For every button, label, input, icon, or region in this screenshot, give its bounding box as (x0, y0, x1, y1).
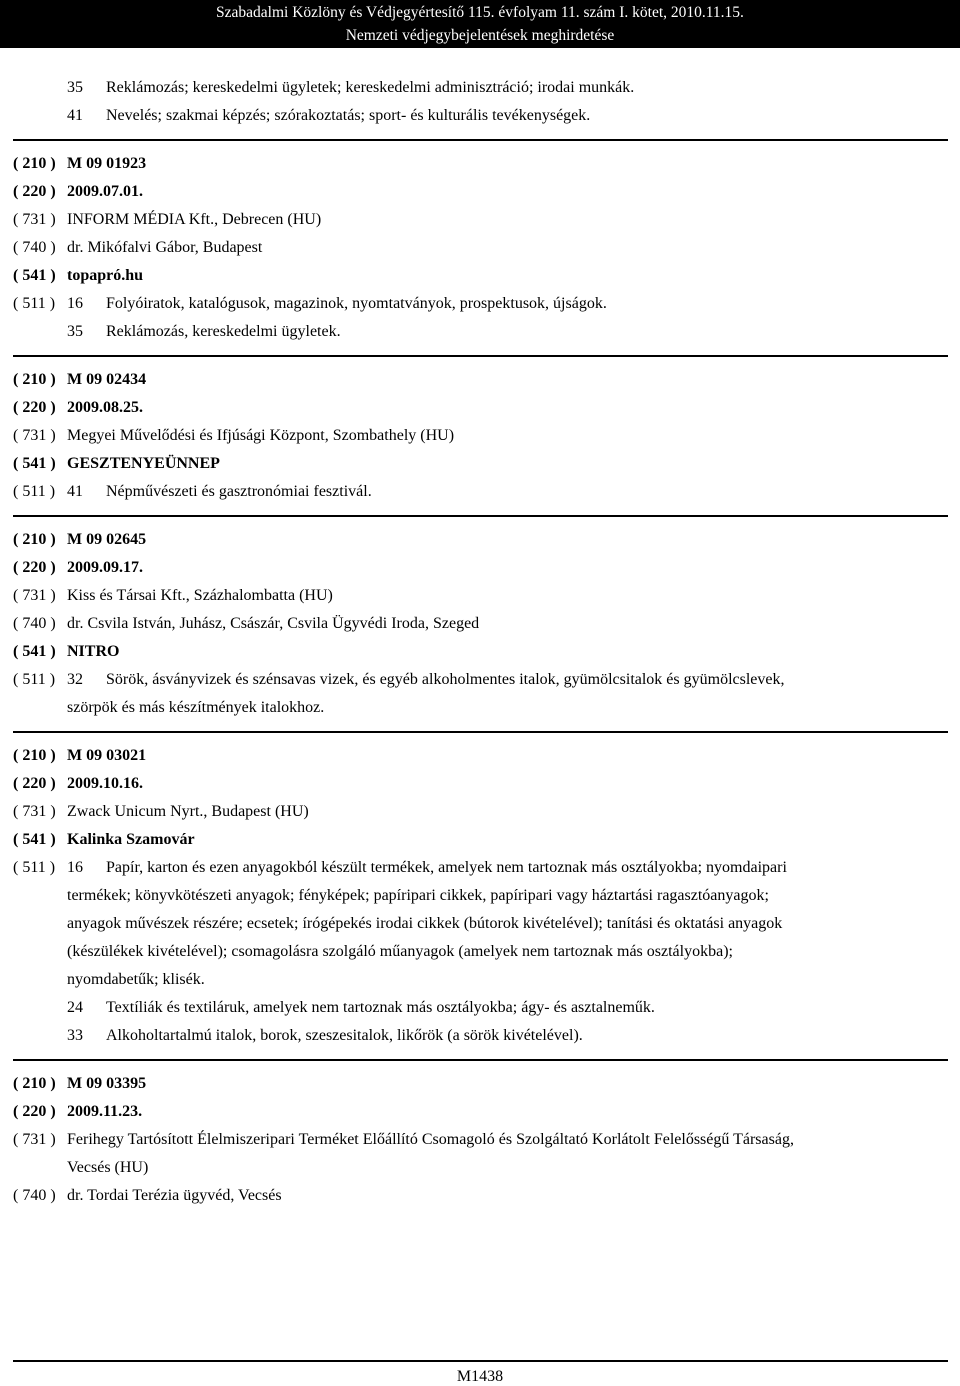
filing-date-line: ( 220 ) 2009.08.25. (13, 394, 948, 422)
mark-name: GESZTENYEÜNNEP (67, 455, 220, 472)
representative: dr. Csvila István, Juhász, Császár, Csvila Ügyvédi Iroda, Szeged (67, 615, 480, 632)
holder-line: ( 731 ) Ferihegy Tartósított Élelmiszeripari Terméket Előállító Csomagoló és Szolgáltató Korlátolt Felelősségű Társaság, (13, 1126, 948, 1154)
class-number: 16 (67, 859, 83, 876)
goods-text: Alkoholtartalmú italok, borok, szeszesitalok, likőrök (a sörök kivételével). (106, 1027, 583, 1044)
application-number: M 09 02645 (67, 531, 147, 548)
application-number-line: ( 210 ) M 09 02645 (13, 526, 948, 554)
footer-divider (13, 1360, 948, 1362)
goods-line-continued (13, 694, 948, 722)
class-number: 24 (67, 999, 83, 1016)
mark-name: Kalinka Szamovár (67, 831, 195, 848)
goods-text: Nevelés; szakmai képzés; szórakoztatás; sport- és kulturális tevékenységek. (106, 107, 591, 124)
mark-name: NITRO (67, 643, 120, 660)
holder-line: ( 731 ) INFORM MÉDIA Kft., Debrecen (HU) (13, 206, 948, 234)
mark-line: ( 541 ) NITRO (13, 638, 948, 666)
goods-text: (készülékek kivételével); csomagolásra szolgáló műanyagok (amelyek nem tartoznak más osztályokba); (67, 943, 733, 960)
holder: Vecsés (HU) (67, 1159, 149, 1176)
goods-line: ( 511 ) 16 Papír, karton és ezen anyagokból készült termékek, amelyek nem tartoznak más osztályokba; nyomdaipari (13, 854, 948, 882)
filing-date-line: ( 220 ) 2009.11.23. (13, 1098, 948, 1126)
goods-text: Folyóiratok, katalógusok, magazinok, nyomtatványok, prospektusok, újságok. (106, 295, 607, 312)
goods-text: Népművészeti és gasztronómiai fesztivál. (106, 483, 372, 500)
filing-date-line: ( 220 ) 2009.07.01. (13, 178, 948, 206)
goods-text: szörpök és más készítmények italokhoz. (67, 699, 325, 716)
representative: dr. Tordai Terézia ügyvéd, Vecsés (67, 1187, 282, 1204)
goods-text: anyagok művészek részére; ecsetek; írógépekés irodai cikkek (bútorok kivételével); tanítási és oktatási anyagok (67, 915, 783, 932)
application-number: M 09 02434 (67, 371, 147, 388)
class-number: 33 (67, 1027, 83, 1044)
entry-divider (13, 731, 948, 733)
trademark-entry (13, 150, 948, 346)
goods-line: ( 511 ) 32 Sörök, ásványvizek és szénsavas vizek, és egyéb alkoholmentes italok, gyümölcsitalok és gyümölcslevek, (13, 666, 948, 694)
mark-line: ( 541 ) Kalinka Szamovár (13, 826, 948, 854)
goods-text: nyomdabetűk; klisék. (67, 971, 205, 988)
goods-text: Textíliák és textiláruk, amelyek nem tartoznak más osztályokba; ágy- és asztalneműk. (106, 999, 655, 1016)
trademark-entry (13, 742, 948, 1050)
goods-text: Reklámozás, kereskedelmi ügyletek. (106, 323, 341, 340)
goods-text: termékek; könyvkötészeti anyagok; fényképek; papíripari cikkek, papíripari vagy háztartási ragasztóanyagok; (67, 887, 769, 904)
page-header (0, 0, 960, 48)
goods-line-continued (13, 910, 948, 938)
filing-date: 2009.11.23. (67, 1103, 143, 1120)
goods-line (13, 102, 948, 130)
trademark-entry (13, 1070, 948, 1210)
holder: Zwack Unicum Nyrt., Budapest (HU) (67, 803, 309, 820)
holder-line-continued (13, 1154, 948, 1182)
filing-date: 2009.10.16. (67, 775, 143, 792)
section-title: Nemzeti védjegybejelentések meghirdetése (345, 27, 615, 44)
goods-line (13, 74, 948, 102)
representative-line: ( 740 ) dr. Csvila István, Juhász, Császár, Csvila Ügyvédi Iroda, Szeged (13, 610, 948, 638)
filing-date: 2009.08.25. (67, 399, 143, 416)
journal-title: Szabadalmi Közlöny és Védjegyértesítő 115. évfolyam 11. szám I. kötet, 2010.11.15. (216, 4, 744, 21)
filing-date: 2009.09.17. (67, 559, 143, 576)
application-number: M 09 03021 (67, 747, 147, 764)
holder-line: ( 731 ) Kiss és Társai Kft., Százhalombatta (HU) (13, 582, 948, 610)
goods-line: ( 511 ) 16 Folyóiratok, katalógusok, magazinok, nyomtatványok, prospektusok, újságok. (13, 290, 948, 318)
holder: Ferihegy Tartósított Élelmiszeripari Terméket Előállító Csomagoló és Szolgáltató Korlátolt Felelősségű Társaság, (67, 1131, 794, 1148)
holder: Kiss és Társai Kft., Százhalombatta (HU) (67, 587, 333, 604)
application-number-line: ( 210 ) M 09 02434 (13, 366, 948, 394)
representative-line: ( 740 ) dr. Mikófalvi Gábor, Budapest (13, 234, 948, 262)
goods-line-continued (13, 938, 948, 966)
entry-divider (13, 355, 948, 357)
goods-text: Sörök, ásványvizek és szénsavas vizek, és egyéb alkoholmentes italok, gyümölcsitalok és gyümölcslevek, (106, 671, 785, 688)
goods-line-continued (13, 882, 948, 910)
page-number: M1438 (456, 1368, 504, 1385)
class-number: 41 (67, 483, 83, 500)
holder-line: ( 731 ) Megyei Művelődési és Ifjúsági Központ, Szombathely (HU) (13, 422, 948, 450)
goods-text: Papír, karton és ezen anyagokból készült termékek, amelyek nem tartoznak más osztályokba; nyomdaipari (106, 859, 787, 876)
entry-divider (13, 139, 948, 141)
filing-date-line: ( 220 ) 2009.09.17. (13, 554, 948, 582)
holder: Megyei Művelődési és Ifjúsági Központ, Szombathely (HU) (67, 427, 455, 444)
goods-line (13, 318, 948, 346)
filing-date: 2009.07.01. (67, 183, 143, 200)
goods-line-continued (13, 966, 948, 994)
page-content (13, 74, 948, 1210)
goods-line (13, 1022, 948, 1050)
representative-line: ( 740 ) dr. Tordai Terézia ügyvéd, Vecsés (13, 1182, 948, 1210)
trademark-entry (13, 526, 948, 722)
representative: dr. Mikófalvi Gábor, Budapest (67, 239, 263, 256)
mark-line: ( 541 ) topapró.hu (13, 262, 948, 290)
application-number-line: ( 210 ) M 09 03395 (13, 1070, 948, 1098)
class-number: 35 (67, 323, 83, 340)
goods-line: ( 511 ) 41 Népművészeti és gasztronómiai fesztivál. (13, 478, 948, 506)
entry-divider (13, 515, 948, 517)
class-number: 16 (67, 295, 83, 312)
class-number: 41 (67, 107, 83, 124)
application-number-line: ( 210 ) M 09 03021 (13, 742, 948, 770)
holder-line: ( 731 ) Zwack Unicum Nyrt., Budapest (HU) (13, 798, 948, 826)
goods-line (13, 994, 948, 1022)
holder: INFORM MÉDIA Kft., Debrecen (HU) (67, 211, 322, 228)
entry-divider (13, 1059, 948, 1061)
class-number: 35 (67, 79, 83, 96)
trademark-entry (13, 366, 948, 506)
application-number: M 09 03395 (67, 1075, 147, 1092)
application-number: M 09 01923 (67, 155, 147, 172)
application-number-line: ( 210 ) M 09 01923 (13, 150, 948, 178)
mark-name: topapró.hu (67, 267, 144, 284)
class-number: 32 (67, 671, 83, 688)
goods-text: Reklámozás; kereskedelmi ügyletek; kereskedelmi adminisztráció; irodai munkák. (106, 79, 635, 96)
mark-line: ( 541 ) GESZTENYEÜNNEP (13, 450, 948, 478)
filing-date-line: ( 220 ) 2009.10.16. (13, 770, 948, 798)
